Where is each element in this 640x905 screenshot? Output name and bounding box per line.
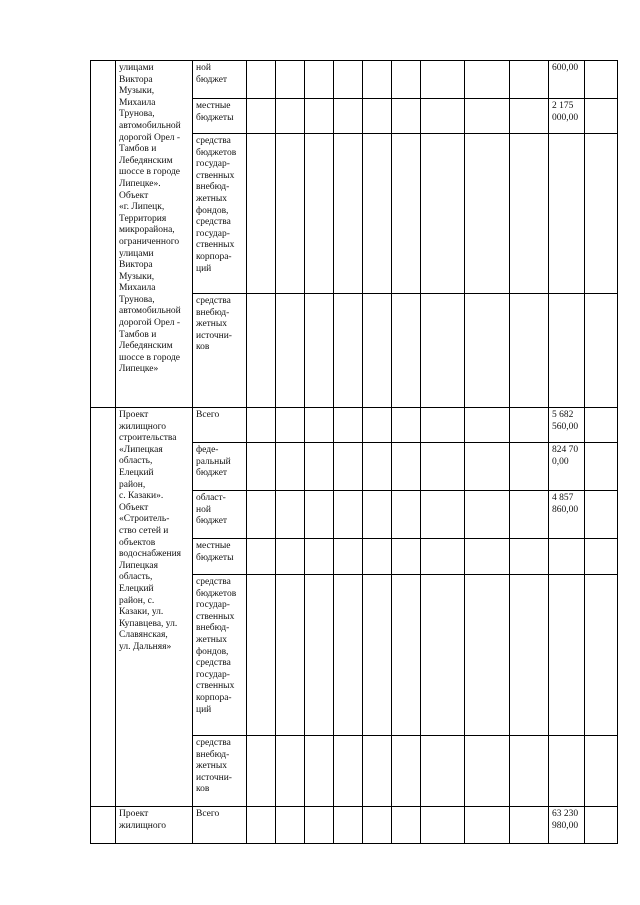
empty-cell xyxy=(510,575,549,736)
empty-cell xyxy=(392,443,421,491)
amount-cell: 2 175 000,00 xyxy=(549,99,585,134)
amount-cell: 4 857 860,00 xyxy=(549,491,585,539)
empty-cell xyxy=(363,61,392,99)
empty-cell xyxy=(334,134,363,294)
empty-cell xyxy=(334,539,363,575)
empty-cell xyxy=(363,294,392,408)
empty-cell xyxy=(392,134,421,294)
funding-source-cell: местные бюджеты xyxy=(193,539,247,575)
empty-cell xyxy=(305,99,334,134)
empty-cell xyxy=(334,61,363,99)
funding-source-cell: местные бюджеты xyxy=(193,99,247,134)
empty-cell xyxy=(305,61,334,99)
empty-cell xyxy=(585,491,618,539)
empty-cell xyxy=(334,491,363,539)
empty-cell xyxy=(276,408,305,443)
empty-cell xyxy=(392,807,421,844)
empty-cell xyxy=(510,134,549,294)
empty-cell xyxy=(276,807,305,844)
empty-cell xyxy=(421,408,465,443)
empty-cell xyxy=(247,443,276,491)
empty-cell xyxy=(585,408,618,443)
amount-cell xyxy=(549,134,585,294)
empty-cell xyxy=(421,491,465,539)
funding-source-cell: феде- ральный бюджет xyxy=(193,443,247,491)
empty-cell xyxy=(305,294,334,408)
table-row xyxy=(91,807,618,844)
empty-cell xyxy=(392,575,421,736)
empty-cell xyxy=(510,294,549,408)
empty-cell xyxy=(585,539,618,575)
empty-cell xyxy=(334,575,363,736)
project-name-cell: Проект жилищного xyxy=(116,807,193,844)
funding-source-cell: средства бюджетов государ- ственных внебюд- жетных фондов, средства государ- ственных корпора- ций xyxy=(193,575,247,736)
empty-cell xyxy=(334,807,363,844)
empty-cell xyxy=(247,134,276,294)
empty-cell xyxy=(363,99,392,134)
empty-cell xyxy=(363,491,392,539)
empty-cell xyxy=(247,61,276,99)
empty-cell xyxy=(510,807,549,844)
amount-cell: 63 230 980,00 xyxy=(549,807,585,844)
amount-cell xyxy=(549,539,585,575)
empty-cell xyxy=(334,736,363,807)
empty-cell xyxy=(276,134,305,294)
amount-cell xyxy=(549,575,585,736)
amount-cell: 600,00 xyxy=(549,61,585,99)
empty-cell xyxy=(276,736,305,807)
empty-cell xyxy=(585,736,618,807)
empty-cell xyxy=(276,99,305,134)
empty-cell xyxy=(421,134,465,294)
empty-cell xyxy=(585,575,618,736)
empty-cell xyxy=(510,99,549,134)
empty-cell xyxy=(305,736,334,807)
empty-cell xyxy=(585,294,618,408)
empty-cell xyxy=(585,99,618,134)
empty-cell xyxy=(585,807,618,844)
funding-source-cell: Всего xyxy=(193,807,247,844)
empty-cell xyxy=(363,134,392,294)
funding-source-cell: средства бюджетов государ- ственных внебюд- жетных фондов, средства государ- ственных корпора- ций xyxy=(193,134,247,294)
empty-cell xyxy=(465,443,510,491)
empty-cell xyxy=(363,443,392,491)
empty-cell xyxy=(392,61,421,99)
empty-cell xyxy=(305,491,334,539)
table-row xyxy=(91,408,618,443)
index-cell xyxy=(91,807,116,844)
empty-cell xyxy=(392,736,421,807)
empty-cell xyxy=(421,443,465,491)
empty-cell xyxy=(392,408,421,443)
empty-cell xyxy=(465,134,510,294)
empty-cell xyxy=(334,408,363,443)
table-row xyxy=(91,61,618,99)
empty-cell xyxy=(305,443,334,491)
empty-cell xyxy=(247,99,276,134)
empty-cell xyxy=(585,61,618,99)
empty-cell xyxy=(421,61,465,99)
empty-cell xyxy=(392,491,421,539)
funding-source-cell: област- ной бюджет xyxy=(193,491,247,539)
empty-cell xyxy=(334,294,363,408)
empty-cell xyxy=(247,575,276,736)
empty-cell xyxy=(334,443,363,491)
empty-cell xyxy=(421,539,465,575)
empty-cell xyxy=(334,99,363,134)
empty-cell xyxy=(465,539,510,575)
empty-cell xyxy=(276,575,305,736)
empty-cell xyxy=(465,408,510,443)
empty-cell xyxy=(585,443,618,491)
empty-cell xyxy=(363,736,392,807)
empty-cell xyxy=(247,294,276,408)
empty-cell xyxy=(392,99,421,134)
empty-cell xyxy=(421,99,465,134)
empty-cell xyxy=(305,539,334,575)
empty-cell xyxy=(510,443,549,491)
empty-cell xyxy=(276,539,305,575)
empty-cell xyxy=(465,294,510,408)
empty-cell xyxy=(510,736,549,807)
empty-cell xyxy=(247,736,276,807)
empty-cell xyxy=(247,491,276,539)
empty-cell xyxy=(305,134,334,294)
funding-source-cell: средства внебюд- жетных источни- ков xyxy=(193,736,247,807)
empty-cell xyxy=(247,539,276,575)
empty-cell xyxy=(305,575,334,736)
empty-cell xyxy=(510,539,549,575)
empty-cell xyxy=(276,491,305,539)
empty-cell xyxy=(510,61,549,99)
empty-cell xyxy=(363,575,392,736)
index-cell xyxy=(91,61,116,408)
empty-cell xyxy=(247,807,276,844)
empty-cell xyxy=(363,807,392,844)
empty-cell xyxy=(465,736,510,807)
empty-cell xyxy=(392,294,421,408)
funding-source-cell: Всего xyxy=(193,408,247,443)
funding-source-cell: ной бюджет xyxy=(193,61,247,99)
empty-cell xyxy=(247,408,276,443)
empty-cell xyxy=(465,99,510,134)
amount-cell: 824 70 0,00 xyxy=(549,443,585,491)
empty-cell xyxy=(421,736,465,807)
empty-cell xyxy=(392,539,421,575)
project-name-cell: Проект жилищного строительства «Липецкая область, Елецкий район, с. Казаки». Объект «Строитель- ство сетей и объектов водоснабжения Липецкая область, Елецкий район, с. Казаки, ул. Купавцева, ул. Славянская, ул. Дальняя» xyxy=(116,408,193,807)
empty-cell xyxy=(465,807,510,844)
empty-cell xyxy=(465,575,510,736)
empty-cell xyxy=(276,61,305,99)
amount-cell xyxy=(549,736,585,807)
funding-source-cell: средства внебюд- жетных источни- ков xyxy=(193,294,247,408)
empty-cell xyxy=(465,61,510,99)
amount-cell: 5 682 560,00 xyxy=(549,408,585,443)
project-name-cell: улицами Виктора Музыки, Михаила Трунова, автомобильной дорогой Орел - Тамбов и Лебедянским шоссе в городе Липецке». Объект «г. Липецк, Территория микрорайона, ограниченного улицами Виктора Музыки, Михаила Трунова, автомобильной дорогой Орел - Тамбов и Лебедянским шоссе в городе Липецке» xyxy=(116,61,193,408)
empty-cell xyxy=(276,294,305,408)
empty-cell xyxy=(363,539,392,575)
empty-cell xyxy=(421,575,465,736)
funding-table xyxy=(90,60,618,844)
empty-cell xyxy=(363,408,392,443)
index-cell xyxy=(91,408,116,807)
empty-cell xyxy=(305,807,334,844)
table-body xyxy=(91,61,618,844)
empty-cell xyxy=(305,408,334,443)
empty-cell xyxy=(585,134,618,294)
empty-cell xyxy=(421,807,465,844)
amount-cell xyxy=(549,294,585,408)
empty-cell xyxy=(510,408,549,443)
empty-cell xyxy=(276,443,305,491)
empty-cell xyxy=(421,294,465,408)
empty-cell xyxy=(510,491,549,539)
empty-cell xyxy=(465,491,510,539)
